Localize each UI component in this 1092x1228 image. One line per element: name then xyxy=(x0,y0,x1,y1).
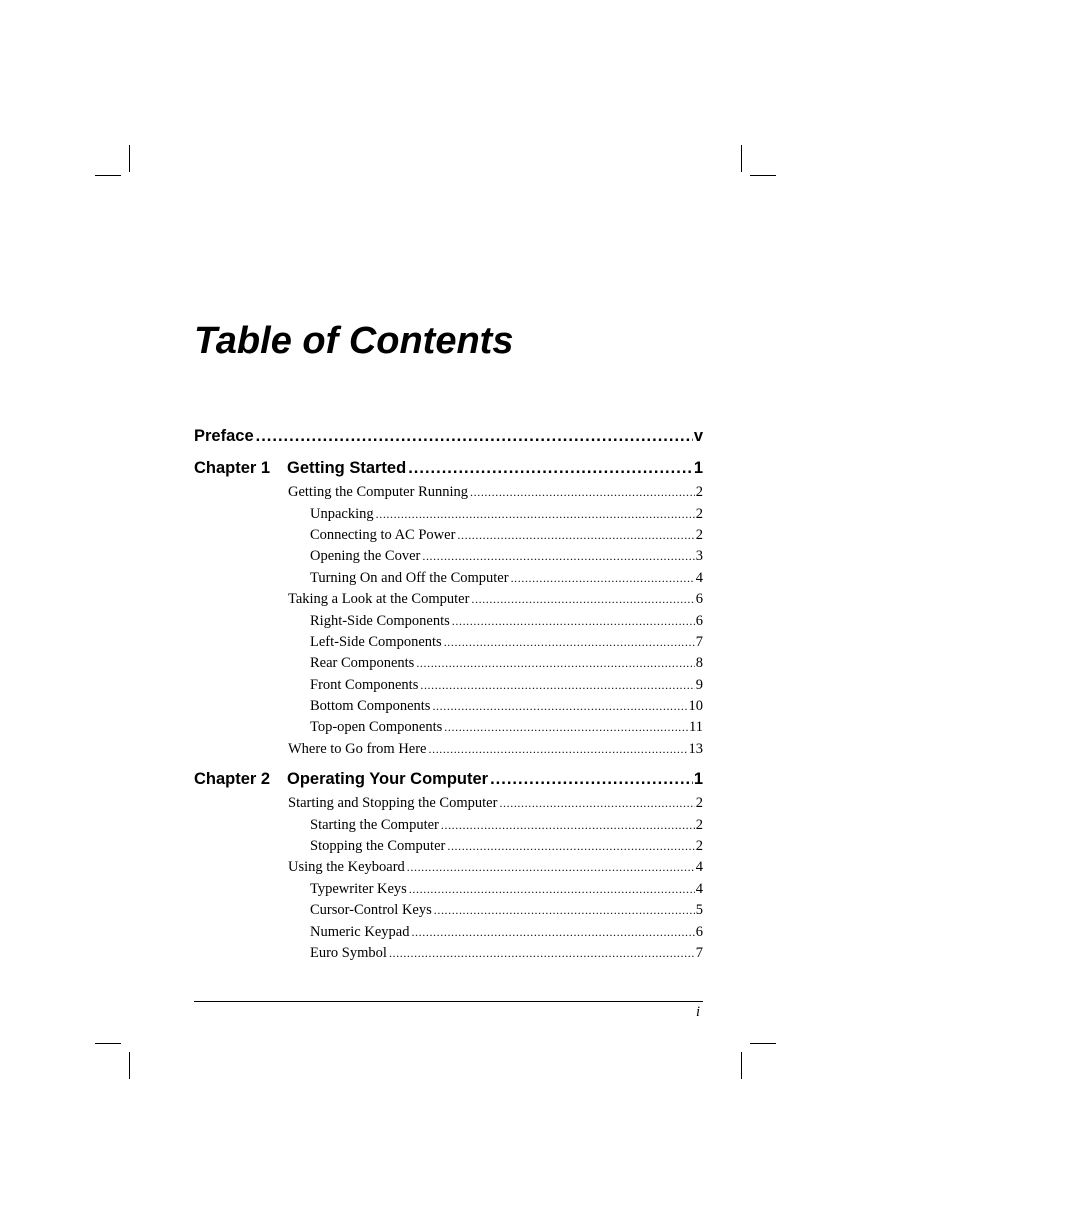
toc-entry-label: Using the Keyboard xyxy=(288,859,405,875)
toc-section[interactable] xyxy=(288,739,703,759)
toc-page-number: 11 xyxy=(689,719,703,735)
toc-entry-label: Left-Side Components xyxy=(310,634,442,650)
toc-entry-label: Bottom Components xyxy=(310,698,431,714)
toc-page-number: 7 xyxy=(695,945,703,961)
toc-subsection[interactable] xyxy=(310,675,703,695)
toc-entry-label: Cursor-Control Keys xyxy=(310,902,432,918)
toc-subsection[interactable] xyxy=(310,943,703,963)
footer-divider xyxy=(194,1001,703,1002)
toc-entry-label: Preface xyxy=(194,427,254,445)
toc-page-number: 13 xyxy=(688,741,703,757)
toc-subsection[interactable] xyxy=(310,900,703,920)
toc-section[interactable] xyxy=(288,589,703,609)
toc-page-number: 2 xyxy=(695,506,703,522)
toc-page-number: 4 xyxy=(695,859,703,875)
dot-leader xyxy=(429,739,688,759)
toc-entry-label: Front Components xyxy=(310,677,419,693)
toc-page-number: 4 xyxy=(695,570,703,586)
dot-leader xyxy=(411,922,694,942)
dot-leader xyxy=(432,696,687,716)
toc-page-number: 1 xyxy=(693,459,703,477)
toc-section[interactable] xyxy=(288,482,703,502)
dot-leader xyxy=(499,793,694,813)
toc-entry-label: Stopping the Computer xyxy=(310,838,446,854)
toc-entry-label: Starting the Computer xyxy=(310,817,439,833)
toc-subsection[interactable] xyxy=(310,696,703,716)
toc-page-number: 8 xyxy=(695,655,703,671)
toc-page-number: 6 xyxy=(695,924,703,940)
toc-entry-label: Typewriter Keys xyxy=(310,881,407,897)
chapter-title: Getting Started xyxy=(287,459,407,477)
toc-section[interactable] xyxy=(288,857,703,877)
dot-leader xyxy=(376,504,695,524)
toc-subsection[interactable] xyxy=(310,504,703,524)
toc-entry-label: Turning On and Off the Computer xyxy=(310,570,509,586)
dot-leader xyxy=(447,836,694,856)
toc-page-number: 2 xyxy=(695,795,703,811)
page-number: i xyxy=(695,1004,700,1020)
dot-leader xyxy=(441,815,695,835)
toc-page-number: 9 xyxy=(695,677,703,693)
toc-subsection[interactable] xyxy=(310,717,703,737)
toc-subsection[interactable] xyxy=(310,815,703,835)
dot-leader xyxy=(444,717,688,737)
chapter-number: Chapter 1 xyxy=(194,459,271,477)
dot-leader xyxy=(471,589,694,609)
toc-subsection[interactable] xyxy=(310,546,703,566)
toc-page-number: 3 xyxy=(695,548,703,564)
dot-leader xyxy=(457,525,694,545)
toc-subsection[interactable] xyxy=(310,922,703,942)
dot-leader xyxy=(407,857,695,877)
dot-leader xyxy=(256,425,693,447)
toc-subsection[interactable] xyxy=(310,879,703,899)
dot-leader xyxy=(434,900,695,920)
dot-leader xyxy=(420,675,694,695)
toc-subsection[interactable] xyxy=(310,836,703,856)
toc-page-number: 2 xyxy=(695,838,703,854)
toc-page-number: 10 xyxy=(688,698,703,714)
toc-page-number: 2 xyxy=(695,484,703,500)
toc-entry-label: Unpacking xyxy=(310,506,374,522)
page-title: Table of Contents xyxy=(194,320,514,362)
toc-section[interactable] xyxy=(288,793,703,813)
toc-entry-label: Right-Side Components xyxy=(310,613,450,629)
dot-leader xyxy=(409,879,695,899)
dot-leader xyxy=(470,482,695,502)
toc-entry-label: Where to Go from Here xyxy=(288,741,427,757)
dot-leader xyxy=(444,632,695,652)
toc-page-number: 5 xyxy=(695,902,703,918)
toc-entry-label: Starting and Stopping the Computer xyxy=(288,795,498,811)
toc-page-number: 2 xyxy=(695,527,703,543)
toc-entry-label: Rear Components xyxy=(310,655,415,671)
toc-page-number: 1 xyxy=(693,770,703,788)
toc-entry-label: Euro Symbol xyxy=(310,945,387,961)
toc-subsection[interactable] xyxy=(310,632,703,652)
toc-page-number: 7 xyxy=(695,634,703,650)
toc-page-number: 6 xyxy=(695,613,703,629)
dot-leader xyxy=(511,568,695,588)
toc-subsection[interactable] xyxy=(310,525,703,545)
toc-entry-label: Taking a Look at the Computer xyxy=(288,591,470,607)
toc-entry-label: Numeric Keypad xyxy=(310,924,410,940)
toc-page-number: 4 xyxy=(695,881,703,897)
toc-page-number: 6 xyxy=(695,591,703,607)
chapter-number: Chapter 2 xyxy=(194,770,271,788)
toc-entry-label: Connecting to AC Power xyxy=(310,527,456,543)
dot-leader xyxy=(452,611,695,631)
toc-subsection[interactable] xyxy=(310,611,703,631)
toc-chapter-2[interactable] xyxy=(194,768,703,790)
toc-entry-label: Getting the Computer Running xyxy=(288,484,469,500)
toc-chapter-1[interactable] xyxy=(194,457,703,479)
toc-page-number: v xyxy=(693,427,703,445)
toc-entry-preface[interactable] xyxy=(194,425,703,447)
dot-leader xyxy=(416,653,694,673)
toc-entry-label: Opening the Cover xyxy=(310,548,421,564)
chapter-title: Operating Your Computer xyxy=(287,770,489,788)
toc-entry-label: Top-open Components xyxy=(310,719,443,735)
dot-leader xyxy=(490,768,693,790)
dot-leader xyxy=(389,943,695,963)
toc-page-number: 2 xyxy=(695,817,703,833)
dot-leader xyxy=(422,546,694,566)
toc-subsection[interactable] xyxy=(310,653,703,673)
dot-leader xyxy=(408,457,693,479)
toc-subsection[interactable] xyxy=(310,568,703,588)
